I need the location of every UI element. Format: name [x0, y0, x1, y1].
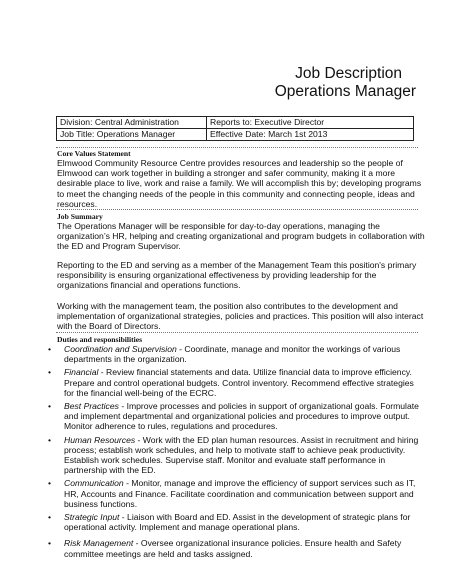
job-title-cell: Job Title: Operations Manager — [57, 129, 207, 141]
document-title: Job Description — [295, 65, 402, 82]
section-divider — [56, 332, 418, 333]
duty-text: - Work with the ED plan human resources. Assist in recruitment and hiring process; establish work schedules, and help to motivate staff to achieve peak productivity. Establish work schedules. Supervise staff. Monitor and evaluate staff performance in partnership with the ED. — [64, 434, 419, 476]
table-row — [57, 117, 414, 129]
document-subtitle: Operations Manager — [274, 83, 416, 100]
job-info-table — [56, 116, 414, 141]
duty-text: - Oversee organizational insurance policies. Ensure health and Safety committee meetings are held and tasks assigned. — [64, 538, 402, 559]
list-item — [44, 367, 424, 398]
duty-text: - Improve processes and policies in support of organizational goals. Formulate and implement departmental and organizational policies and procedures to improve output. Monitor adherence to rules, regulations and procedures. — [64, 401, 419, 432]
duty-heading: Human Resources — [64, 434, 136, 445]
job-summary-paragraph-2: Reporting to the ED and serving as a member of the Management Team this position's primary responsibility is ensuring organizational effectiveness by providing leadership for the organizations financial and operations functions. — [57, 260, 417, 291]
duty-heading: Communication — [64, 478, 124, 489]
section-divider — [56, 147, 418, 148]
job-summary-paragraph-1: The Operations Manager will be responsible for day-to-day operations, managing the organization’s HR, helping and creating organizational and program budgets in collaboration with the ED and Program Supervisor. — [57, 221, 425, 252]
bullet-icon: • — [48, 538, 52, 549]
list-item — [44, 512, 424, 532]
duty-heading: Strategic Input — [64, 512, 120, 523]
list-item — [44, 344, 424, 364]
job-summary-heading: Job Summary — [57, 212, 103, 221]
core-values-heading: Core Values Statement — [57, 149, 131, 158]
duty-text: - Liaison with Board and ED. Assist in the development of strategic plans for operational activity. Implement and manage operational plans. — [64, 512, 411, 533]
effective-date-cell: Effective Date: March 1st 2013 — [207, 129, 414, 141]
list-item — [44, 538, 424, 558]
duty-text: - Coordinate, manage and monitor the workings of various departments in the organization. — [64, 344, 401, 365]
bullet-icon: • — [48, 434, 52, 445]
list-item — [44, 478, 424, 509]
bullet-icon: • — [48, 344, 52, 354]
duties-heading: Duties and responsibilities — [57, 335, 143, 344]
bullet-icon: • — [48, 401, 52, 412]
bullet-icon: • — [48, 367, 52, 378]
duty-heading: Risk Management — [64, 538, 134, 549]
duty-heading: Financial — [64, 367, 99, 378]
reports-to-cell: Reports to: Executive Director — [207, 117, 414, 129]
duty-text: - Review financial statements and data. Utilize financial data to improve efficiency. Prepare and control operational budgets. Control inventory. Recommend effective strategies for the financial well-being of the ECRC. — [64, 367, 414, 398]
table-row — [57, 129, 414, 141]
section-divider — [56, 209, 418, 210]
bullet-icon: • — [48, 478, 52, 489]
duty-text: - Monitor, manage and improve the efficiency of support services such as IT, HR, Accounts and Finance. Facilitate coordination and communication between support and business functions. — [64, 478, 416, 509]
duties-list — [44, 344, 424, 562]
core-values-text: Elmwood Community Resource Centre provides resources and leadership so the people of Elmwood can work together in building a stronger and safer community, making it a more desirable place to live, work and raise a family. We will accomplish this by; developing programs to meet the changing needs of the people in this community and connecting people, ideas and resources. — [57, 158, 422, 209]
list-item — [44, 435, 424, 476]
division-cell: Division: Central Administration — [57, 117, 207, 129]
job-summary-paragraph-3: Working with the management team, the position also contributes to the development and implementation of organizational strategies, policies and practices. This position will also interact with the Board of Directors. — [57, 301, 424, 332]
duty-heading: Best Practices — [64, 401, 119, 412]
list-item — [44, 401, 424, 432]
bullet-icon: • — [48, 512, 52, 523]
duty-heading: Coordination and Supervision — [64, 344, 177, 354]
